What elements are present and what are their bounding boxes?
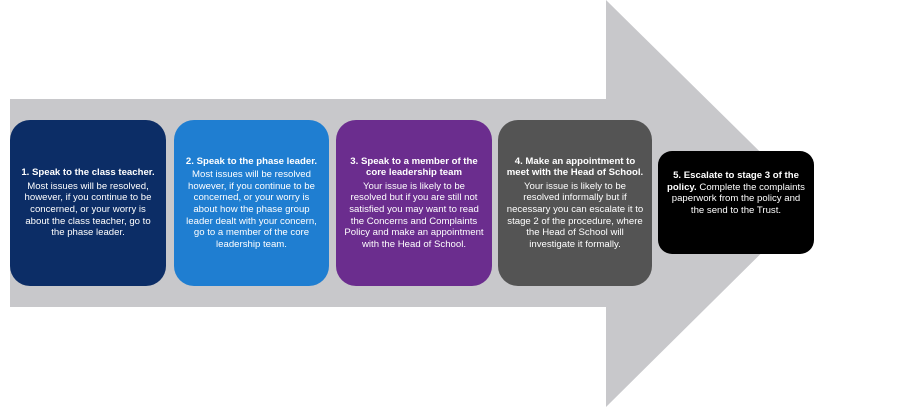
step-2-body: Most issues will be resolved however, if you continue to be concerned, or your worry is about how the phase group leader dealt with your concern, go to a member of the core leadership team.: [186, 169, 317, 250]
step-2-title: 2. Speak to the phase leader.: [185, 155, 318, 167]
step-5-title: 5. Escalate to stage 3 of the policy.: [667, 170, 799, 193]
step-1-title: 1. Speak to the class teacher.: [21, 167, 155, 179]
step-4-box: [498, 120, 652, 286]
step-5-box: [658, 151, 814, 254]
step-5-body: Complete the complaints paperwork from the policy and the send to the Trust.: [671, 181, 805, 216]
step-3-box: [336, 120, 492, 286]
step-3-body: Your issue is likely to be resolved but if you are still not satisfied you may want to read the Concerns and Complaints Policy and make an appointment with the Head of School.: [344, 180, 484, 250]
step-4-title: 4. Make an appointment to meet with the Head of School.: [506, 155, 644, 179]
step-2-box: [174, 120, 329, 286]
step-1-body: Most issues will be resolved, however, if you continue to be concerned, or your worry is about the class teacher, go to the phase leader.: [24, 180, 152, 239]
step-1-box: [10, 120, 166, 286]
step-4-body: Your issue is likely to be resolved informally but if necessary you can escalate it to stage 2 of the procedure, where the Head of School will investigate it formally.: [506, 180, 644, 250]
step-3-title: 3. Speak to a member of the core leadership team: [350, 155, 478, 179]
